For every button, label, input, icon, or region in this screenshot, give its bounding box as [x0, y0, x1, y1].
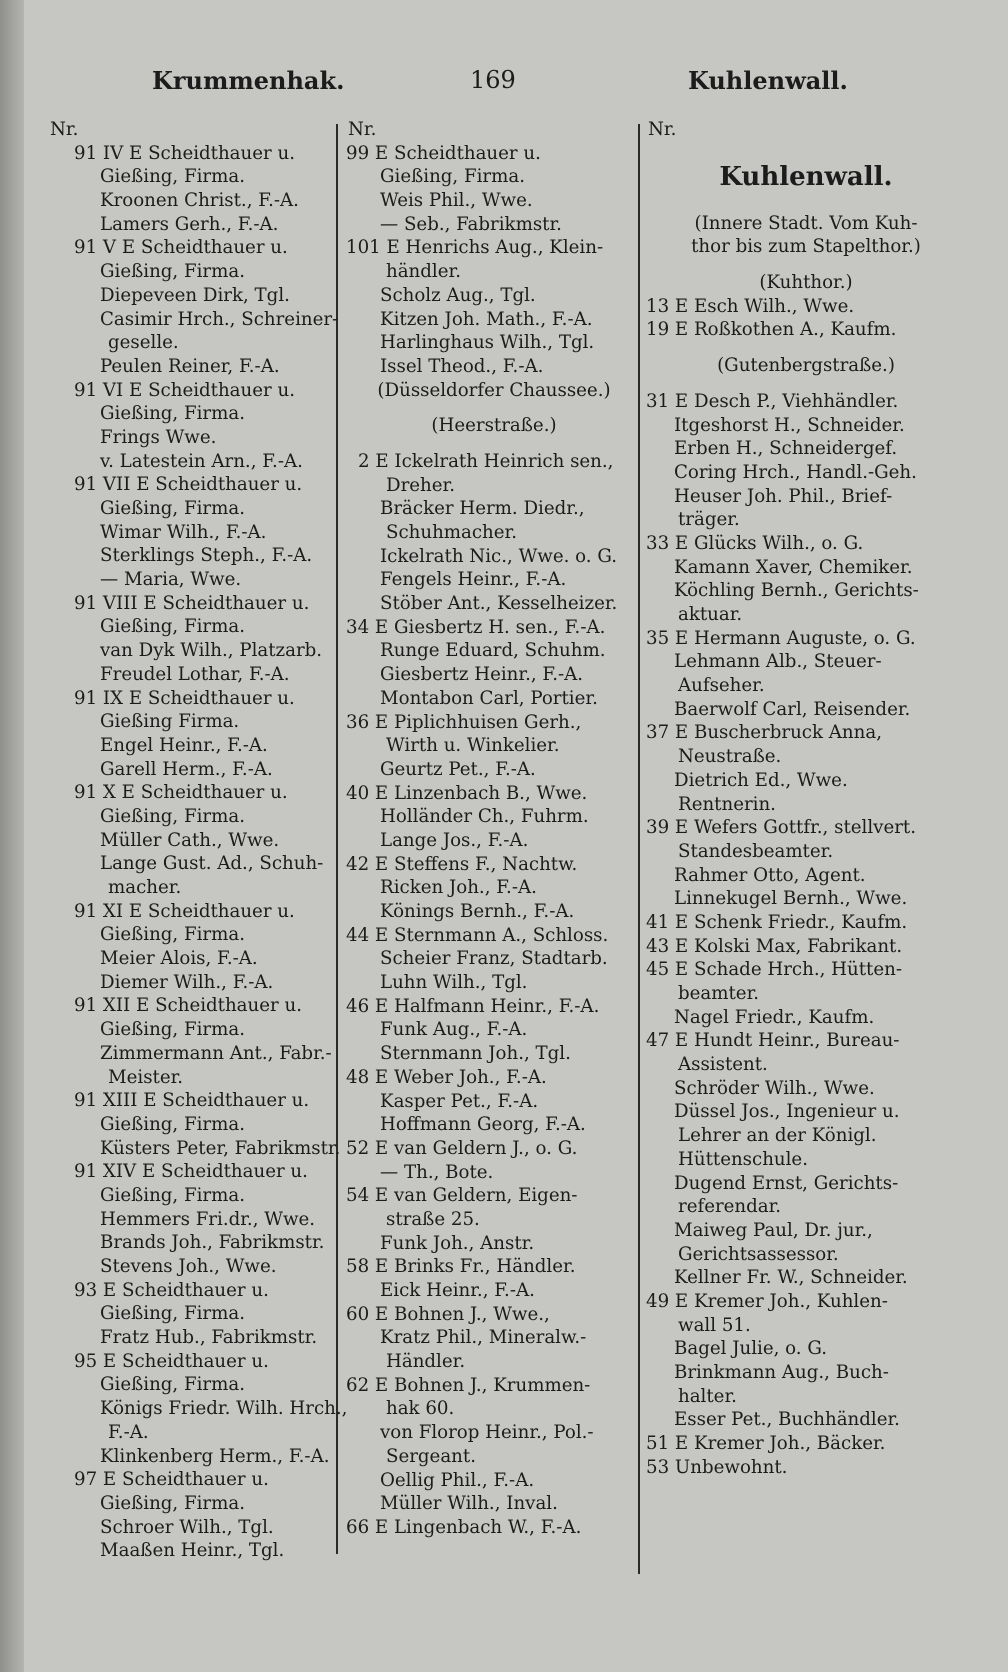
- resident-entry: Hoffmann Georg, F.-A.: [380, 1114, 586, 1136]
- resident-entry: Gießing, Firma.: [100, 1374, 245, 1396]
- section-heading: (Kuhthor.): [759, 272, 853, 294]
- house-entry: 66 E Lingenbach W., F.-A.: [346, 1516, 582, 1538]
- section-heading: (Düsseldorfer Chaussee.): [377, 379, 611, 401]
- resident-entry: Engel Heinr., F.-A.: [100, 734, 268, 756]
- resident-entry: Schröder Wilh., Wwe.: [674, 1077, 875, 1099]
- resident-entry: Freudel Lothar, F.-A.: [100, 663, 290, 685]
- resident-entry: Königs Friedr. Wilh. Hrch.,: [100, 1398, 348, 1420]
- resident-entry: Erben H., Schneidergef.: [674, 438, 898, 460]
- resident-entry: Issel Theod., F.-A.: [380, 355, 544, 377]
- house-entry: 45 E Schade Hrch., Hütten-: [646, 959, 902, 981]
- house-entry: 37 E Buscherbruck Anna,: [646, 722, 882, 744]
- section-heading: (Innere Stadt. Vom Kuh-: [694, 212, 918, 234]
- resident-entry: Brands Joh., Fabrikmstr.: [100, 1232, 325, 1254]
- house-entry: 31 E Desch P., Viehhändler.: [646, 390, 899, 412]
- resident-entry: Schroer Wilh., Tgl.: [100, 1516, 274, 1538]
- section-heading: thor bis zum Stapelthor.): [691, 236, 921, 258]
- resident-entry: Peulen Reiner, F.-A.: [100, 355, 280, 377]
- resident-entry: Müller Wilh., Inval.: [380, 1493, 558, 1515]
- resident-entry: von Florop Heinr., Pol.-: [380, 1422, 594, 1444]
- spacer: [646, 142, 966, 154]
- resident-entry: Ricken Joh., F.-A.: [380, 877, 537, 899]
- entry-continuation: Sergeant.: [386, 1445, 476, 1467]
- column-1-entries: [48, 142, 348, 1563]
- resident-entry: Diemer Wilh., F.-A.: [100, 971, 274, 993]
- entry-continuation: beamter.: [678, 983, 760, 1004]
- resident-entry: Stevens Joh., Wwe.: [100, 1256, 277, 1277]
- house-entry: 97 E Scheidthauer u.: [74, 1469, 269, 1491]
- house-entry: 99 E Scheidthauer u.: [346, 142, 541, 164]
- resident-entry: Eick Heinr., F.-A.: [380, 1280, 535, 1301]
- entry-continuation: Dreher.: [386, 474, 455, 496]
- resident-entry: Kroonen Christ., F.-A.: [100, 190, 299, 212]
- resident-entry: Gießing, Firma.: [100, 498, 245, 519]
- resident-entry: Bagel Julie, o. G.: [674, 1338, 828, 1360]
- resident-entry: Itgeshorst H., Schneider.: [674, 414, 905, 436]
- spacer: [346, 438, 642, 450]
- resident-entry: Gießing, Firma.: [100, 924, 245, 946]
- resident-entry: Gießing, Firma.: [100, 166, 245, 188]
- house-entry: 60 E Bohnen J., Wwe.,: [346, 1303, 550, 1325]
- entry-continuation: wall 51.: [678, 1314, 751, 1336]
- resident-entry: Kitzen Joh. Math., F.-A.: [380, 308, 593, 330]
- resident-entry: Brinkmann Aug., Buch-: [674, 1362, 889, 1383]
- house-entry: 13 E Esch Wilh., Wwe.: [646, 295, 855, 317]
- spacer: [646, 200, 966, 212]
- resident-entry: Küsters Peter, Fabrikmstr.: [100, 1137, 341, 1159]
- resident-entry: Funk Aug., F.-A.: [380, 1019, 528, 1041]
- house-entry: 91 XI E Scheidthauer u.: [74, 900, 295, 922]
- house-entry: 42 E Steffens F., Nachtw.: [346, 853, 578, 875]
- resident-entry: Lamers Gerh., F.-A.: [100, 213, 279, 235]
- resident-entry: Montabon Carl, Portier.: [380, 687, 598, 709]
- resident-entry: Harlinghaus Wilh., Tgl.: [380, 332, 595, 354]
- house-entry: 19 E Roßkothen A., Kaufm.: [646, 319, 897, 341]
- resident-entry: — Maria, Wwe.: [100, 569, 242, 591]
- column-3: [646, 118, 966, 1479]
- house-entry: 40 E Linzenbach B., Wwe.: [346, 782, 588, 804]
- entry-continuation: referendar.: [678, 1196, 782, 1218]
- resident-entry: Könings Bernh., F.-A.: [380, 901, 575, 922]
- resident-entry: Dugend Ernst, Gerichts-: [674, 1172, 899, 1194]
- entry-continuation: Händler.: [386, 1351, 466, 1373]
- resident-entry: Gießing, Firma.: [100, 261, 245, 283]
- resident-entry: Klinkenberg Herm., F.-A.: [100, 1445, 330, 1467]
- house-entry: 91 VIII E Scheidthauer u.: [74, 592, 310, 614]
- house-entry: 36 E Piplichhuisen Gerh.,: [346, 711, 582, 733]
- resident-entry: — Seb., Fabrikmstr.: [380, 213, 562, 235]
- resident-entry: Frings Wwe.: [100, 426, 217, 448]
- house-entry: 95 E Scheidthauer u.: [74, 1350, 269, 1372]
- entry-continuation: Lehrer an der Königl.: [678, 1125, 877, 1147]
- resident-entry: Fratz Hub., Fabrikmstr.: [100, 1327, 318, 1349]
- entry-continuation: hak 60.: [386, 1398, 455, 1420]
- resident-entry: Diepeveen Dirk, Tgl.: [100, 284, 290, 306]
- resident-entry: Kratz Phil., Mineralw.-: [380, 1327, 587, 1349]
- column-3-nr-label: Nr.: [648, 119, 677, 140]
- resident-entry: Giesbertz Heinr., F.-A.: [380, 664, 584, 686]
- house-entry: 49 E Kremer Joh., Kuhlen-: [646, 1290, 888, 1312]
- entry-continuation: straße 25.: [386, 1208, 480, 1230]
- resident-entry: Sterklings Steph., F.-A.: [100, 545, 313, 567]
- entry-continuation: geselle.: [108, 332, 179, 354]
- header-right-street: Kuhlenwall.: [688, 66, 848, 95]
- resident-entry: Sternmann Joh., Tgl.: [380, 1043, 571, 1065]
- column-3-entries: [646, 142, 966, 1480]
- running-header: [24, 66, 1008, 100]
- spacer: [646, 342, 966, 354]
- resident-entry: Ickelrath Nic., Wwe. o. G.: [380, 545, 618, 567]
- resident-entry: Bräcker Herm. Diedr.,: [380, 498, 585, 520]
- house-entry: 51 E Kremer Joh., Bäcker.: [646, 1433, 886, 1455]
- entry-continuation: Schuhmacher.: [386, 522, 518, 543]
- resident-entry: Heuser Joh. Phil., Brief-: [674, 485, 893, 507]
- house-entry: 46 E Halfmann Heinr., F.-A.: [346, 995, 600, 1017]
- resident-entry: Gießing, Firma.: [380, 166, 525, 188]
- resident-entry: Scholz Aug., Tgl.: [380, 284, 536, 306]
- resident-entry: Gießing Firma.: [100, 711, 240, 733]
- resident-entry: Linnekugel Bernh., Wwe.: [674, 888, 908, 910]
- house-entry: 33 E Glücks Wilh., o. G.: [646, 532, 864, 554]
- resident-entry: Gießing, Firma.: [100, 403, 245, 425]
- resident-entry: Kellner Fr. W., Schneider.: [674, 1267, 908, 1289]
- house-entry: 35 E Hermann Auguste, o. G.: [646, 627, 916, 649]
- resident-entry: Scheier Franz, Stadtarb.: [380, 948, 608, 970]
- house-entry: 91 IX E Scheidthauer u.: [74, 687, 295, 709]
- resident-entry: Hemmers Fri.dr., Wwe.: [100, 1208, 316, 1230]
- resident-entry: Gießing, Firma.: [100, 616, 245, 638]
- spacer: [646, 378, 966, 390]
- resident-entry: Fengels Heinr., F.-A.: [380, 569, 567, 591]
- resident-entry: Gießing, Firma.: [100, 1019, 245, 1041]
- resident-entry: Geurtz Pet., F.-A.: [380, 758, 536, 780]
- column-1-nr-label: Nr.: [50, 119, 79, 140]
- resident-entry: Maaßen Heinr., Tgl.: [100, 1540, 285, 1562]
- entry-continuation: Wirth u. Winkelier.: [386, 735, 560, 757]
- house-entry: 91 XIII E Scheidthauer u.: [74, 1090, 310, 1112]
- entry-continuation: halter.: [678, 1385, 737, 1407]
- house-entry: 93 E Scheidthauer u.: [74, 1279, 269, 1301]
- resident-entry: Kasper Pet., F.-A.: [380, 1090, 539, 1112]
- entry-continuation: Neustraße.: [678, 746, 782, 768]
- entry-continuation: träger.: [678, 509, 740, 531]
- resident-entry: Stöber Ant., Kesselheizer.: [380, 593, 618, 615]
- resident-entry: Runge Eduard, Schuhm.: [380, 640, 606, 662]
- resident-entry: Wimar Wilh., F.-A.: [100, 521, 267, 543]
- resident-entry: van Dyk Wilh., Platzarb.: [100, 640, 323, 662]
- house-entry: 91 XIV E Scheidthauer u.: [74, 1161, 308, 1183]
- resident-entry: Luhn Wilh., Tgl.: [380, 972, 528, 994]
- entry-continuation: Meister.: [108, 1066, 184, 1088]
- page-number: 169: [470, 66, 516, 94]
- entry-continuation: aktuar.: [678, 604, 743, 625]
- header-left-street: Krummenhak.: [152, 66, 345, 95]
- house-entry: 91 XII E Scheidthauer u.: [74, 995, 302, 1017]
- resident-entry: Weis Phil., Wwe.: [380, 190, 533, 212]
- resident-entry: Maiweg Paul, Dr. jur.,: [674, 1219, 873, 1241]
- resident-entry: Köchling Bernh., Gerichts-: [674, 580, 919, 602]
- column-2-nr-label: Nr.: [348, 119, 377, 140]
- resident-entry: Gießing, Firma.: [100, 1492, 245, 1514]
- house-entry: 47 E Hundt Heinr., Bureau-: [646, 1030, 900, 1052]
- resident-entry: Coring Hrch., Handl.-Geh.: [674, 461, 917, 483]
- page-spine: [0, 0, 24, 1672]
- resident-entry: Garell Herm., F.-A.: [100, 758, 273, 780]
- house-entry: 54 E van Geldern, Eigen-: [346, 1185, 578, 1207]
- section-heading: (Heerstraße.): [431, 415, 557, 437]
- resident-entry: Rahmer Otto, Agent.: [674, 864, 866, 886]
- section-heading: (Gutenbergstraße.): [717, 355, 895, 377]
- house-entry: 41 E Schenk Friedr., Kaufm.: [646, 911, 908, 933]
- resident-entry: Casimir Hrch., Schreiner-: [100, 308, 339, 330]
- resident-entry: Nagel Friedr., Kaufm.: [674, 1006, 875, 1028]
- resident-entry: Zimmermann Ant., Fabr.-: [100, 1042, 332, 1064]
- house-entry: 44 E Sternmann A., Schloss.: [346, 924, 609, 946]
- resident-entry: Düssel Jos., Ingenieur u.: [674, 1101, 900, 1123]
- resident-entry: Lehmann Alb., Steuer-: [674, 651, 882, 673]
- street-title: Kuhlenwall.: [719, 161, 893, 192]
- house-entry: 2 E Ickelrath Heinrich sen.,: [358, 450, 614, 472]
- entry-continuation: Assistent.: [678, 1054, 768, 1076]
- resident-entry: — Th., Bote.: [380, 1161, 494, 1183]
- spacer: [346, 402, 642, 414]
- resident-entry: Holländer Ch., Fuhrm.: [380, 806, 589, 828]
- house-entry: 58 E Brinks Fr., Händler.: [346, 1256, 576, 1278]
- house-entry: 34 E Giesbertz H. sen., F.-A.: [346, 616, 606, 638]
- entry-continuation: Aufseher.: [678, 675, 765, 697]
- column-1: [48, 118, 348, 1563]
- house-entry: 53 Unbewohnt.: [646, 1456, 788, 1478]
- house-entry: 62 E Bohnen J., Krummen-: [346, 1374, 591, 1396]
- house-entry: 91 VII E Scheidthauer u.: [74, 474, 303, 496]
- column-2-entries: [346, 142, 642, 1540]
- resident-entry: Baerwolf Carl, Reisender.: [674, 698, 911, 720]
- resident-entry: Esser Pet., Buchhändler.: [674, 1409, 900, 1431]
- resident-entry: Dietrich Ed., Wwe.: [674, 769, 848, 791]
- entry-continuation: Rentnerin.: [678, 793, 776, 815]
- house-entry: 52 E van Geldern J., o. G.: [346, 1137, 578, 1159]
- resident-entry: v. Latestein Arn., F.-A.: [100, 450, 303, 472]
- house-entry: 91 VI E Scheidthauer u.: [74, 379, 295, 401]
- resident-entry: Oellig Phil., F.-A.: [380, 1469, 535, 1491]
- entry-continuation: Standesbeamter.: [678, 840, 834, 862]
- resident-entry: Gießing, Firma.: [100, 1184, 245, 1206]
- resident-entry: Lange Gust. Ad., Schuh-: [100, 853, 324, 875]
- column-2: [346, 118, 642, 1540]
- house-entry: 48 E Weber Joh., F.-A.: [346, 1066, 547, 1088]
- house-entry: 101 E Henrichs Aug., Klein-: [346, 237, 604, 259]
- entry-continuation: Hüttenschule.: [678, 1148, 808, 1170]
- resident-entry: Lange Jos., F.-A.: [380, 829, 529, 851]
- entry-continuation: F.-A.: [108, 1421, 149, 1443]
- house-entry: 91 X E Scheidthauer u.: [74, 782, 288, 804]
- house-entry: 43 E Kolski Max, Fabrikant.: [646, 935, 903, 957]
- resident-entry: Kamann Xaver, Chemiker.: [674, 556, 913, 578]
- spacer: [646, 259, 966, 271]
- resident-entry: Funk Joh., Anstr.: [380, 1232, 535, 1254]
- entry-continuation: Gerichtsassessor.: [678, 1243, 839, 1265]
- document-page: [24, 0, 1008, 1672]
- house-entry: 39 E Wefers Gottfr., stellvert.: [646, 817, 916, 839]
- house-entry: 91 IV E Scheidthauer u.: [74, 142, 295, 164]
- entry-continuation: macher.: [108, 877, 182, 898]
- resident-entry: Gießing, Firma.: [100, 1113, 245, 1135]
- resident-entry: Gießing, Firma.: [100, 1303, 245, 1325]
- resident-entry: Meier Alois, F.-A.: [100, 948, 258, 970]
- resident-entry: Müller Cath., Wwe.: [100, 829, 280, 851]
- resident-entry: Gießing, Firma.: [100, 805, 245, 827]
- house-entry: 91 V E Scheidthauer u.: [74, 237, 288, 259]
- entry-continuation: händler.: [386, 261, 461, 283]
